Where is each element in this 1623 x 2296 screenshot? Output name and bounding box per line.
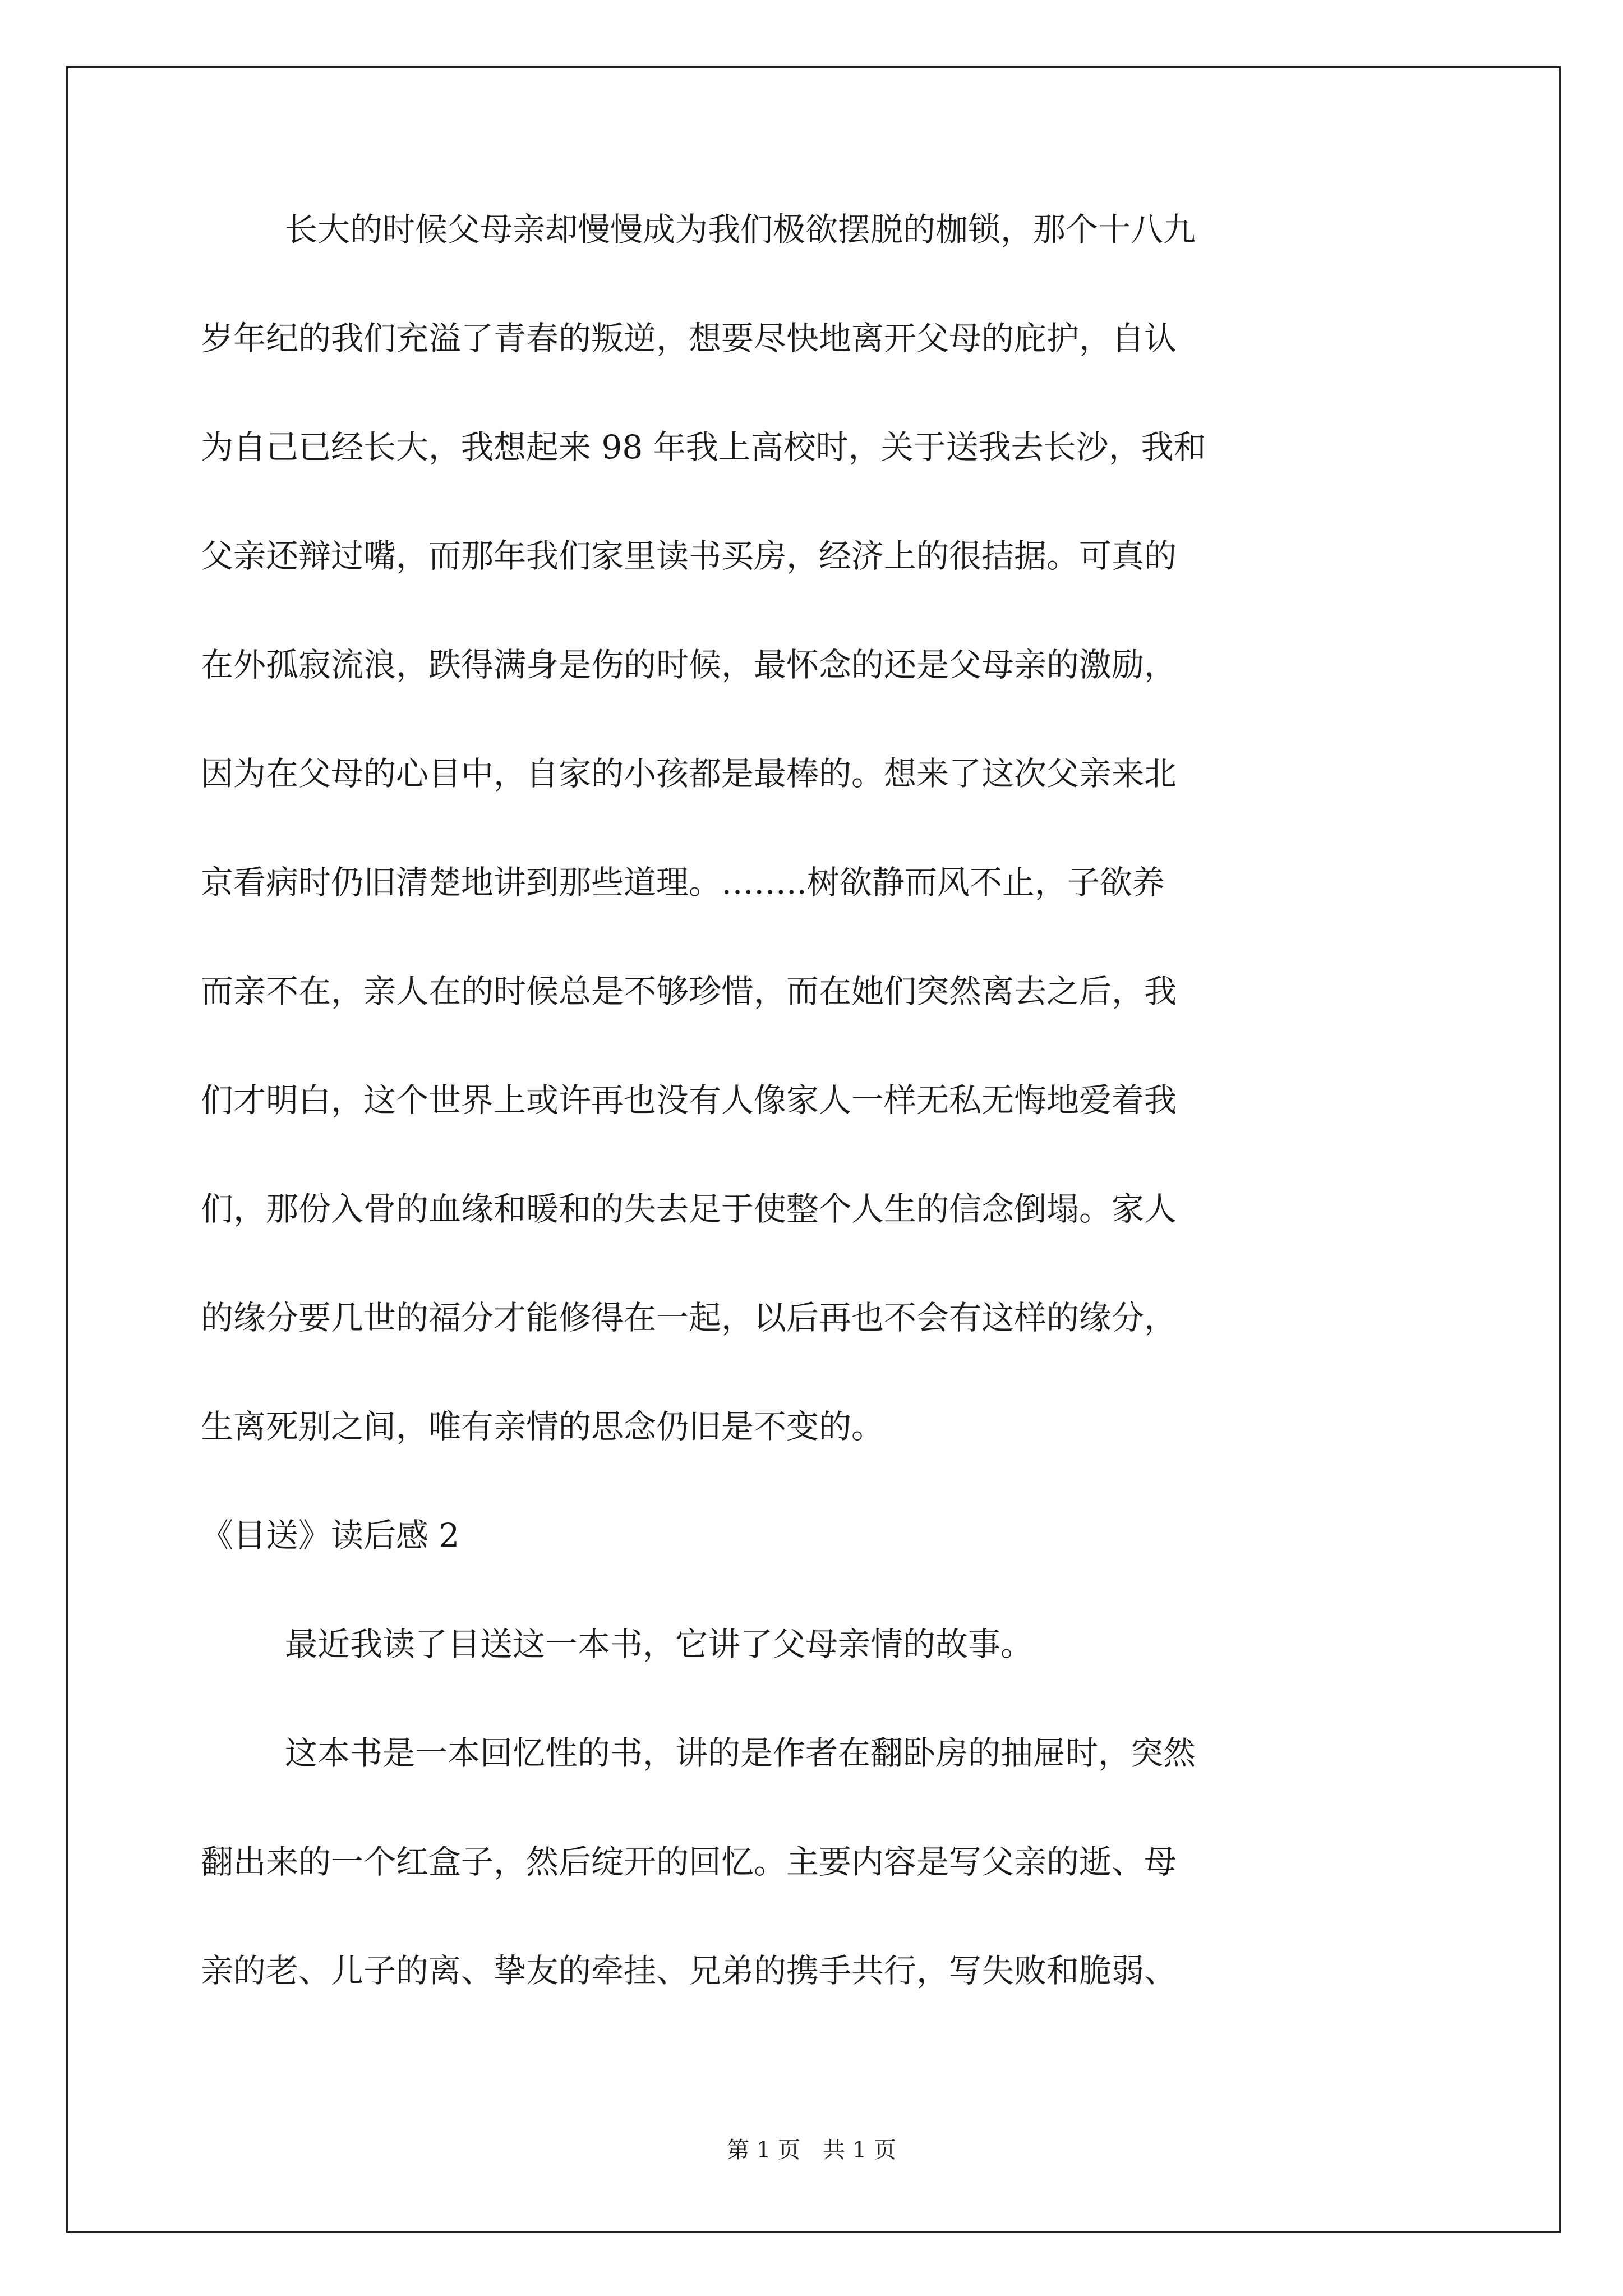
document-body	[201, 210, 1429, 2063]
paragraph-line: 长大的时候父母亲却慢慢成为我们极欲摆脱的枷锁，那个十八九	[285, 210, 1196, 249]
page-number-footer: 第 1 页 共 1 页	[727, 2137, 896, 2163]
paragraph-line: 京看病时仍旧清楚地讲到那些道理。……..树欲静而风不止，子欲养	[201, 863, 1165, 901]
paragraph-line: 亲的老、儿子的离、挚友的牵挂、兄弟的携手共行，写失败和脆弱、	[201, 1952, 1177, 1990]
paragraph-line: 们，那份入骨的血缘和暖和的失去足于使整个人生的信念倒塌。家人	[201, 1190, 1177, 1228]
paragraph-line: 的缘分要几世的福分才能修得在一起，以后再也不会有这样的缘分，	[201, 1299, 1177, 1337]
paragraph-line: 而亲不在，亲人在的时候总是不够珍惜，而在她们突然离去之后，我	[201, 972, 1177, 1010]
paragraph-line: 生离死别之间，唯有亲情的思念仍旧是不变的。	[201, 1407, 884, 1446]
paragraph-line: 这本书是一本回忆性的书，讲的是作者在翻卧房的抽屉时，突然	[285, 1734, 1196, 1772]
paragraph-line: 翻出来的一个红盒子，然后绽开的回忆。主要内容是写父亲的逝、母	[201, 1843, 1177, 1881]
paragraph-line: 在外孤寂流浪，跌得满身是伤的时候，最怀念的还是父母亲的激励，	[201, 646, 1177, 684]
paragraph-line: 岁年纪的我们充溢了青春的叛逆，想要尽快地离开父母的庇护，自认	[201, 319, 1177, 357]
paragraph-line: 因为在父母的心目中，自家的小孩都是最棒的。想来了这次父亲来北	[201, 754, 1177, 793]
section-heading: 《目送》读后感 2	[201, 1516, 460, 1554]
paragraph-line: 父亲还辩过嘴，而那年我们家里读书买房，经济上的很拮据。可真的	[201, 537, 1177, 575]
paragraph-line: 最近我读了目送这一本书，它讲了父母亲情的故事。	[285, 1625, 1034, 1663]
paragraph-line: 为自己已经长大，我想起来 98 年我上高校时，关于送我去长沙，我和	[201, 428, 1206, 466]
paragraph-line: 们才明白，这个世界上或许再也没有人像家人一样无私无悔地爱着我	[201, 1081, 1177, 1119]
